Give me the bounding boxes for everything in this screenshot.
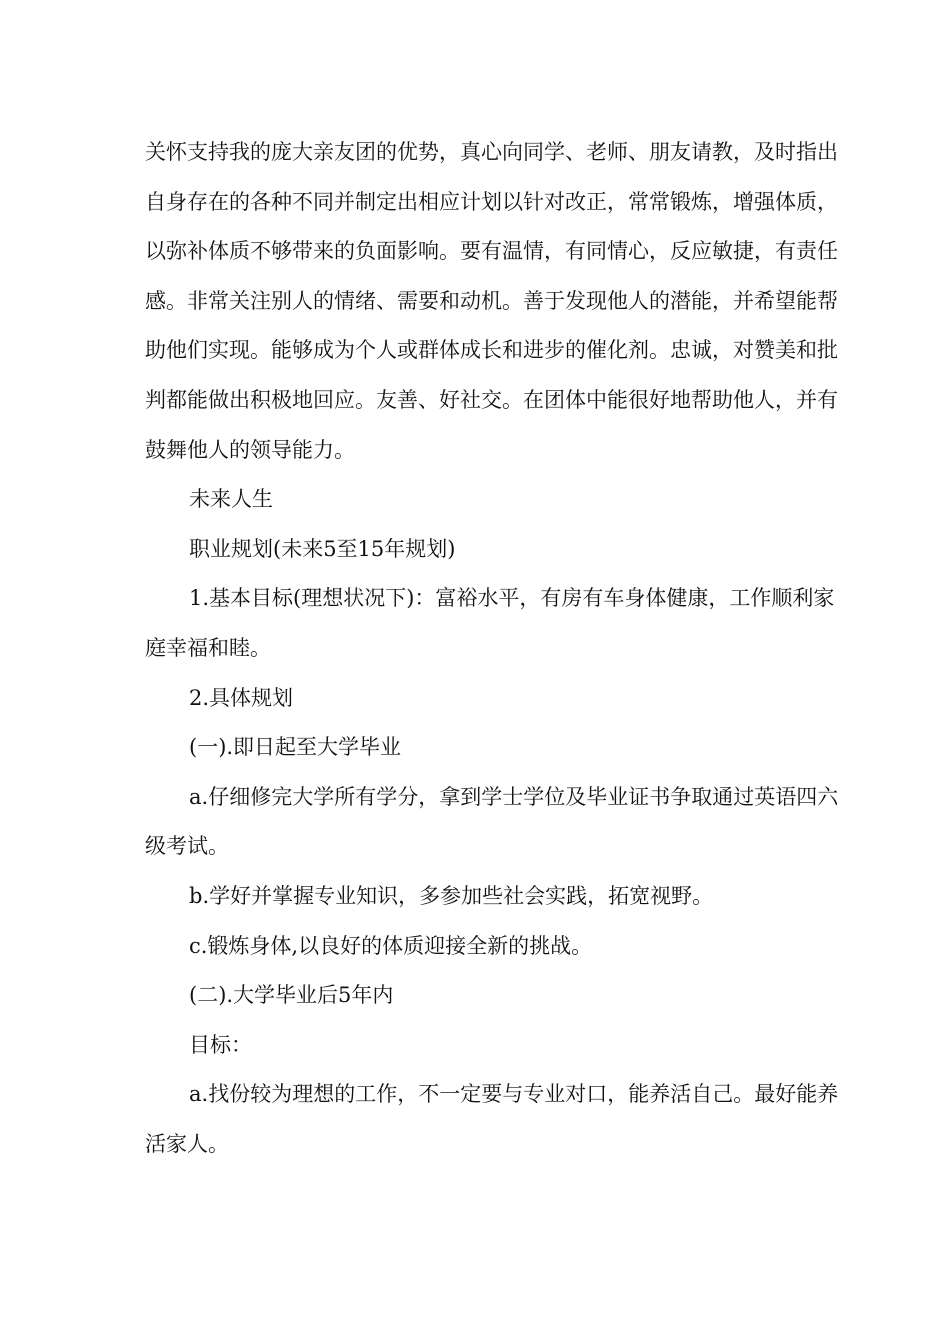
list-item-b-knowledge: b.学好并掌握专业知识，多参加些社会实践，拓宽视野。 xyxy=(189,883,714,908)
subsection-heading-until-graduation: (一).即日起至大学毕业 xyxy=(189,735,402,760)
paragraph-basic-goal: 1.基本目标(理想状况下)：富裕水平，有房有车身体健康，工作顺利家庭幸福和睦。 xyxy=(145,586,835,660)
list-item-c-exercise: c.锻炼身体,以良好的体质迎接全新的挑战。 xyxy=(189,933,593,958)
list-item-a-job: a.找份较为理想的工作，不一定要与专业对口，能养活自己。最好能养活家人。 xyxy=(145,1082,839,1156)
section-heading-career-plan: 职业规划(未来5至15年规划) xyxy=(189,536,456,561)
section-heading-specific-plan: 2.具体规划 xyxy=(189,685,294,710)
document-body xyxy=(145,128,840,1169)
subsection-heading-five-years: (二).大学毕业后5年内 xyxy=(189,983,394,1008)
section-heading-future-life: 未来人生 xyxy=(189,487,273,512)
list-item-a-credits: a.仔细修完大学所有学分，拿到学士学位及毕业证书争取通过英语四六级考试。 xyxy=(145,784,839,859)
label-goal: 目标： xyxy=(189,1032,252,1057)
paragraph-strengths: 关怀支持我的庞大亲友团的优势，真心向同学、老师、朋友请教，及时指出自身存在的各种不同并制定出相应计划以针对改正，常常锻炼，增强体质，以弥补体质不够带来的负面影响。要有温情，有同情心，反应敏捷，有责任感。非常关注别人的情绪、需要和动机。善于发现他人的潜能，并希望能帮助他们实现。能够成为个人或群体成长和进步的催化剂。忠诚，对赞美和批判都能做出积极地回应。友善、好社交。在团体中能很好地帮助他人，并有鼓舞他人的领导能力。 xyxy=(145,140,838,462)
